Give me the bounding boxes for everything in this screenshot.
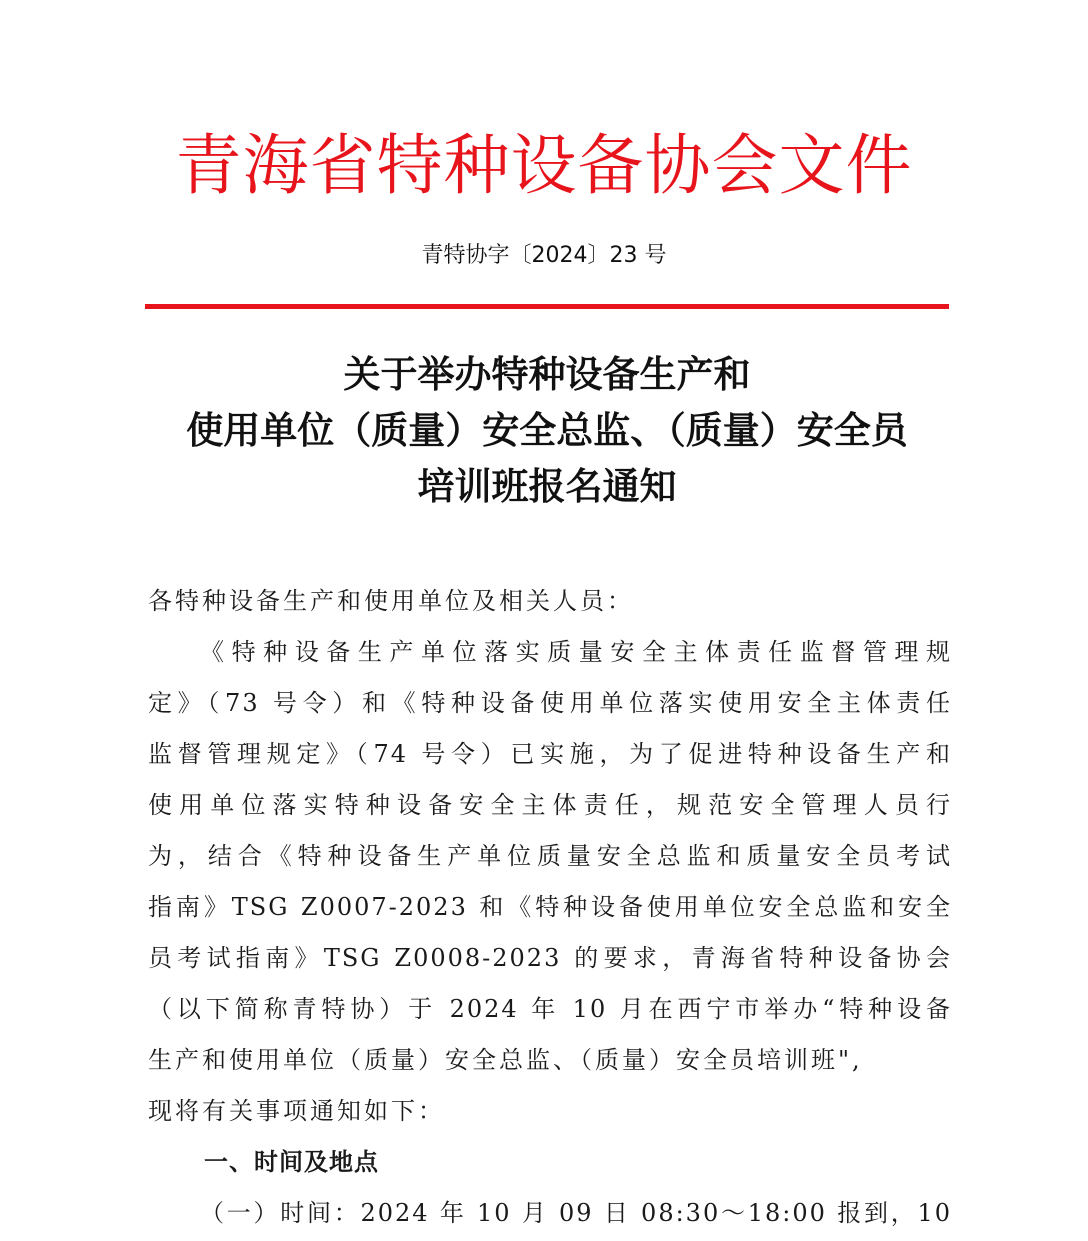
section-heading: 一、时间及地点 [204,1148,379,1176]
document-number: 青特协字〔2024〕23 号 [421,243,667,268]
paragraph-line: 员考试指南》TSG Z0008-2023 的要求，青海省特种设备协会 [148,944,952,972]
paragraph-line: 为，结合《特种设备生产单位质量安全总监和质量安全员考试 [148,842,952,870]
notice-title-line-2: 使用单位（质量）安全总监、（质量）安全员 [186,408,908,452]
paragraph-line: 使用单位落实特种设备安全主体责任，规范安全管理人员行 [148,791,952,819]
notice-body [148,576,952,1239]
paragraph-line: 指南》TSG Z0007-2023 和《特种设备使用单位安全总监和安全 [148,893,952,921]
notice-title-line-3: 培训班报名通知 [417,464,677,508]
notice-title-line-1: 关于举办特种设备生产和 [343,352,751,396]
salutation: 各特种设备生产和使用单位及相关人员： [148,587,634,615]
red-divider-line [145,304,949,309]
paragraph-line: 监督管理规定》（74 号令）已实施，为了促进特种设备生产和 [148,740,952,768]
paragraph-line: 定》（73 号令）和《特种设备使用单位落实使用安全主体责任 [148,689,952,717]
paragraph-line: 生产和使用单位（质量）安全总监、（质量）安全员培训班", [148,1046,863,1074]
paragraph-line: 《特种设备生产单位落实质量安全主体责任监督管理规 [200,638,952,666]
notice-title [145,346,949,514]
paragraph-line: （以下简称青特协）于 2024 年 10 月在西宁市举办“特种设备 [148,995,952,1023]
issuer-title: 青海省特种设备协会文件 [175,127,913,204]
time-line: （一）时间：2024 年 10 月 09 日 08:30～18:00 报到，10 [200,1199,952,1227]
paragraph-line: 现将有关事项通知如下： [148,1097,445,1125]
